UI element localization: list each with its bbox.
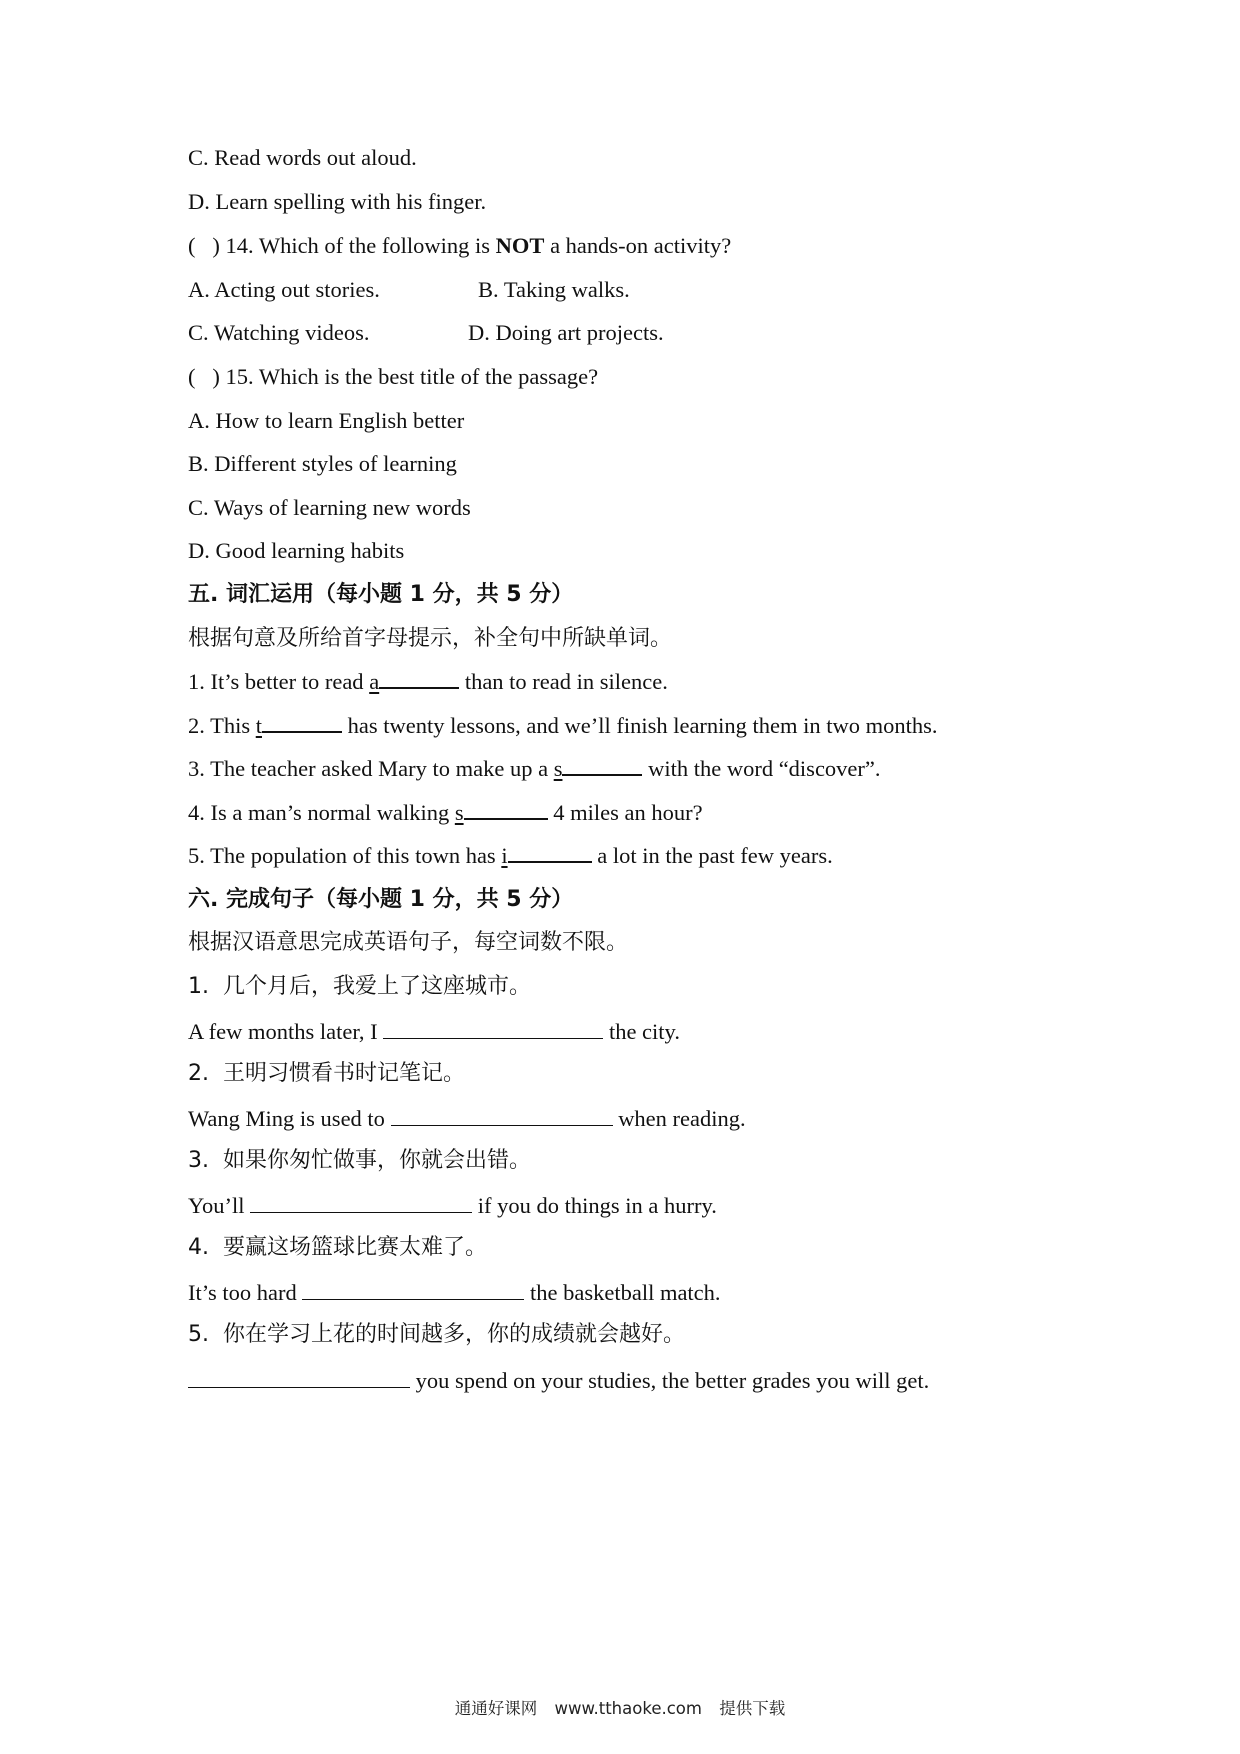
answer-blank[interactable] (188, 1365, 410, 1388)
q14-option-d: D. Doing art projects. (468, 320, 664, 345)
answer-blank[interactable] (250, 1190, 472, 1213)
hint-letter: a (369, 669, 380, 694)
hint-letter: s (553, 756, 563, 781)
vocab-item-1: 1. It’s better to read a than to read in silence. (188, 669, 668, 694)
q15-option-a: A. How to learn English better (188, 408, 465, 433)
answer-blank[interactable] (508, 841, 592, 863)
section6-title: 六. 完成句子（每小题 1 分，共 5 分） (188, 887, 574, 912)
sentence-2-chinese: 2. 王明习惯看书时记笔记。 (188, 1061, 465, 1086)
sentence-3-chinese: 3. 如果你匆忙做事，你就会出错。 (188, 1148, 531, 1173)
vocab-item-5: 5. The population of this town has i a lot in the past few years. (188, 843, 833, 868)
hint-letter: i (501, 843, 508, 868)
answer-blank[interactable] (464, 798, 548, 820)
q14-emphasis: NOT (495, 233, 545, 258)
q15-option-d: D. Good learning habits (188, 538, 405, 563)
vocab-item-4: 4. Is a man’s normal walking s 4 miles an hour? (188, 800, 703, 825)
answer-blank[interactable] (379, 667, 459, 689)
q14-options-cd (188, 318, 664, 348)
vocab-item-2: 2. This t has twenty lessons, and we’ll finish learning them in two months. (188, 713, 938, 738)
answer-blank[interactable] (302, 1277, 524, 1300)
sentence-2-english: Wang Ming is used to when reading. (188, 1103, 746, 1134)
sentence-5-chinese: 5. 你在学习上花的时间越多，你的成绩就会越好。 (188, 1322, 685, 1347)
hint-letter: s (454, 800, 464, 825)
q15-option-c: C. Ways of learning new words (188, 495, 471, 520)
answer-blank[interactable] (262, 711, 342, 733)
q14-option-a: A. Acting out stories. (188, 277, 380, 302)
q14-stem: ( ) 14. Which of the following is NOT a hands-on activity? (188, 233, 732, 258)
footer-site-name: 通通好课网 (454, 1699, 538, 1718)
answer-blank[interactable] (562, 754, 642, 776)
sentence-3-english: You’ll if you do things in a hurry. (188, 1190, 717, 1221)
sentence-1-english: A few months later, I the city. (188, 1016, 680, 1047)
section5-instruction: 根据句意及所给首字母提示，补全句中所缺单词。 (188, 626, 673, 651)
answer-blank[interactable] (383, 1016, 603, 1039)
q14-option-c: C. Watching videos. (188, 320, 370, 345)
q14-options-ab (188, 275, 630, 305)
sentence-4-english: It’s too hard the basketball match. (188, 1277, 721, 1308)
q13-option-d: D. Learn spelling with his finger. (188, 189, 487, 214)
footer-suffix: 提供下载 (719, 1699, 786, 1718)
section6-instruction: 根据汉语意思完成英语句子，每空词数不限。 (188, 930, 629, 955)
sentence-5-english: you spend on your studies, the better grades you will get. (188, 1365, 929, 1396)
section5-title: 五. 词汇运用（每小题 1 分，共 5 分） (188, 582, 574, 607)
q14-option-b: B. Taking walks. (478, 277, 630, 302)
sentence-4-chinese: 4. 要赢这场篮球比赛太难了。 (188, 1235, 487, 1260)
q15-stem: ( ) 15. Which is the best title of the passage? (188, 364, 599, 389)
answer-blank[interactable] (391, 1103, 613, 1126)
sentence-1-chinese: 1. 几个月后，我爱上了这座城市。 (188, 974, 531, 999)
vocab-item-3: 3. The teacher asked Mary to make up a s with the word “discover”. (188, 756, 881, 781)
q13-option-c: C. Read words out aloud. (188, 145, 417, 170)
page-footer (0, 1695, 1240, 1719)
hint-letter: t (255, 713, 262, 738)
q15-option-b: B. Different styles of learning (188, 451, 457, 476)
footer-url[interactable]: www.tthaoke.com (554, 1699, 702, 1718)
